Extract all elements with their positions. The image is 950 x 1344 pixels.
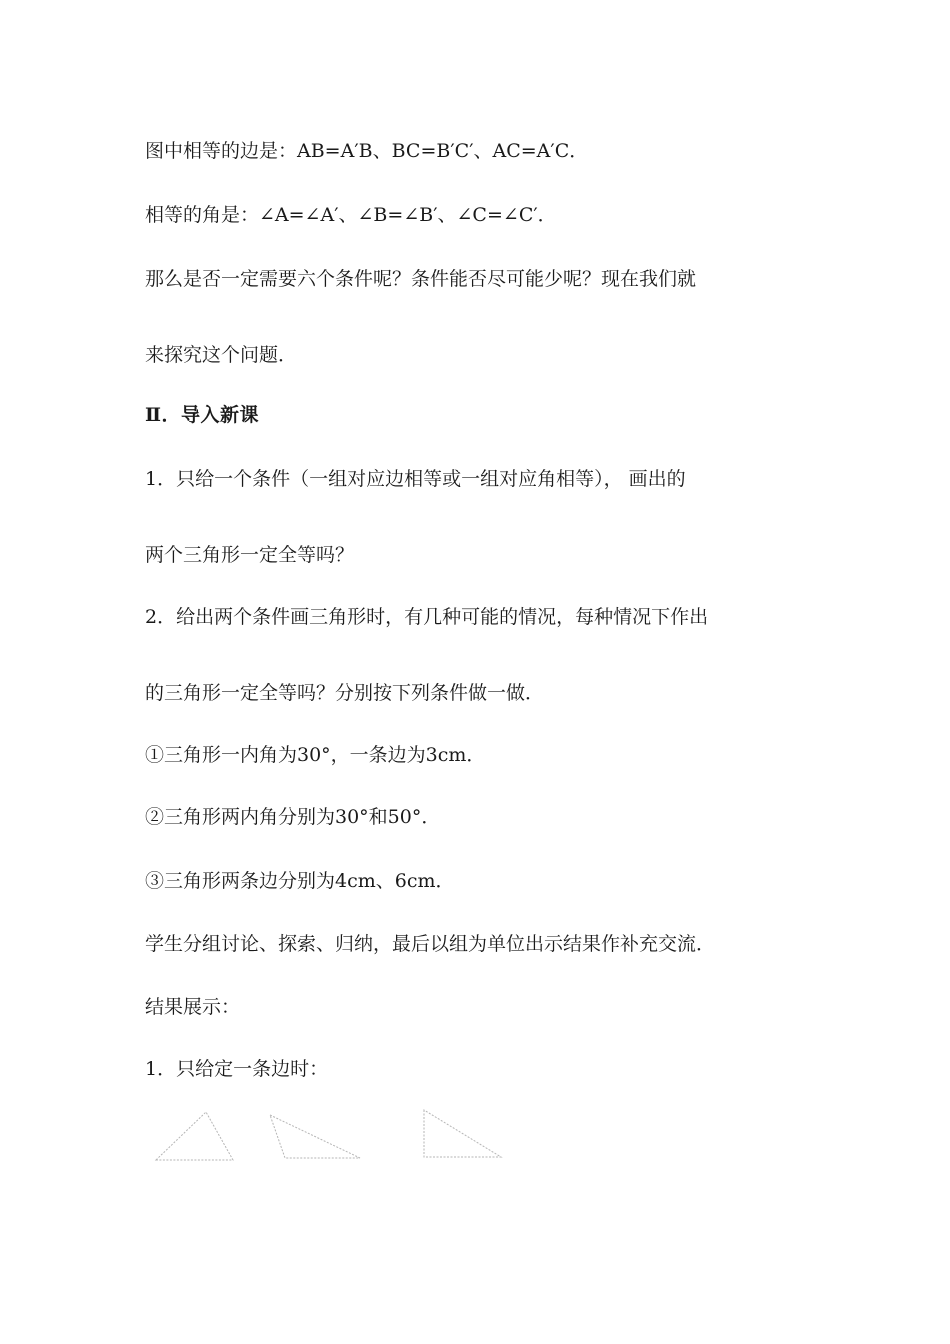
triangle-2 — [270, 1115, 360, 1158]
condition-1: ①三角形一内角为30°，一条边为3cm． — [145, 744, 486, 766]
item-2-line-1: 2．给出两个条件画三角形时，有几种可能的情况，每种情况下作出 — [145, 606, 709, 628]
triangles-svg — [148, 1105, 518, 1170]
triangle-3 — [424, 1110, 501, 1157]
discussion-line: 学生分组讨论、探索、归纳，最后以组为单位出示结果作补充交流． — [145, 933, 716, 955]
question-line-2: 来探究这个问题． — [145, 344, 298, 366]
condition-3: ③三角形两条边分别为4cm、6cm． — [145, 870, 455, 892]
item-1-line-1: 1．只给一个条件（一组对应边相等或一组对应角相等）， 画出的 — [145, 468, 686, 490]
results-label: 结果展示： — [145, 996, 241, 1018]
item-2-line-2: 的三角形一定全等吗？分别按下列条件做一做． — [145, 682, 545, 704]
section-heading: Ⅱ．导入新课 — [145, 404, 260, 426]
item-1-line-2: 两个三角形一定全等吗？ — [145, 544, 355, 566]
triangle-1 — [156, 1112, 233, 1160]
question-line-1: 那么是否一定需要六个条件呢？条件能否尽可能少呢？现在我们就 — [145, 268, 697, 290]
result-1-label: 1．只给定一条边时： — [145, 1058, 329, 1080]
equal-sides-line: 图中相等的边是：AB=A′B、BC=B′C′、AC=A′C． — [145, 140, 589, 162]
condition-2: ②三角形两内角分别为30°和50°． — [145, 806, 441, 828]
triangle-figures — [148, 1105, 518, 1170]
equal-angles-line: 相等的角是：∠A=∠A′、∠B=∠B′、∠C=∠C′． — [145, 204, 557, 226]
